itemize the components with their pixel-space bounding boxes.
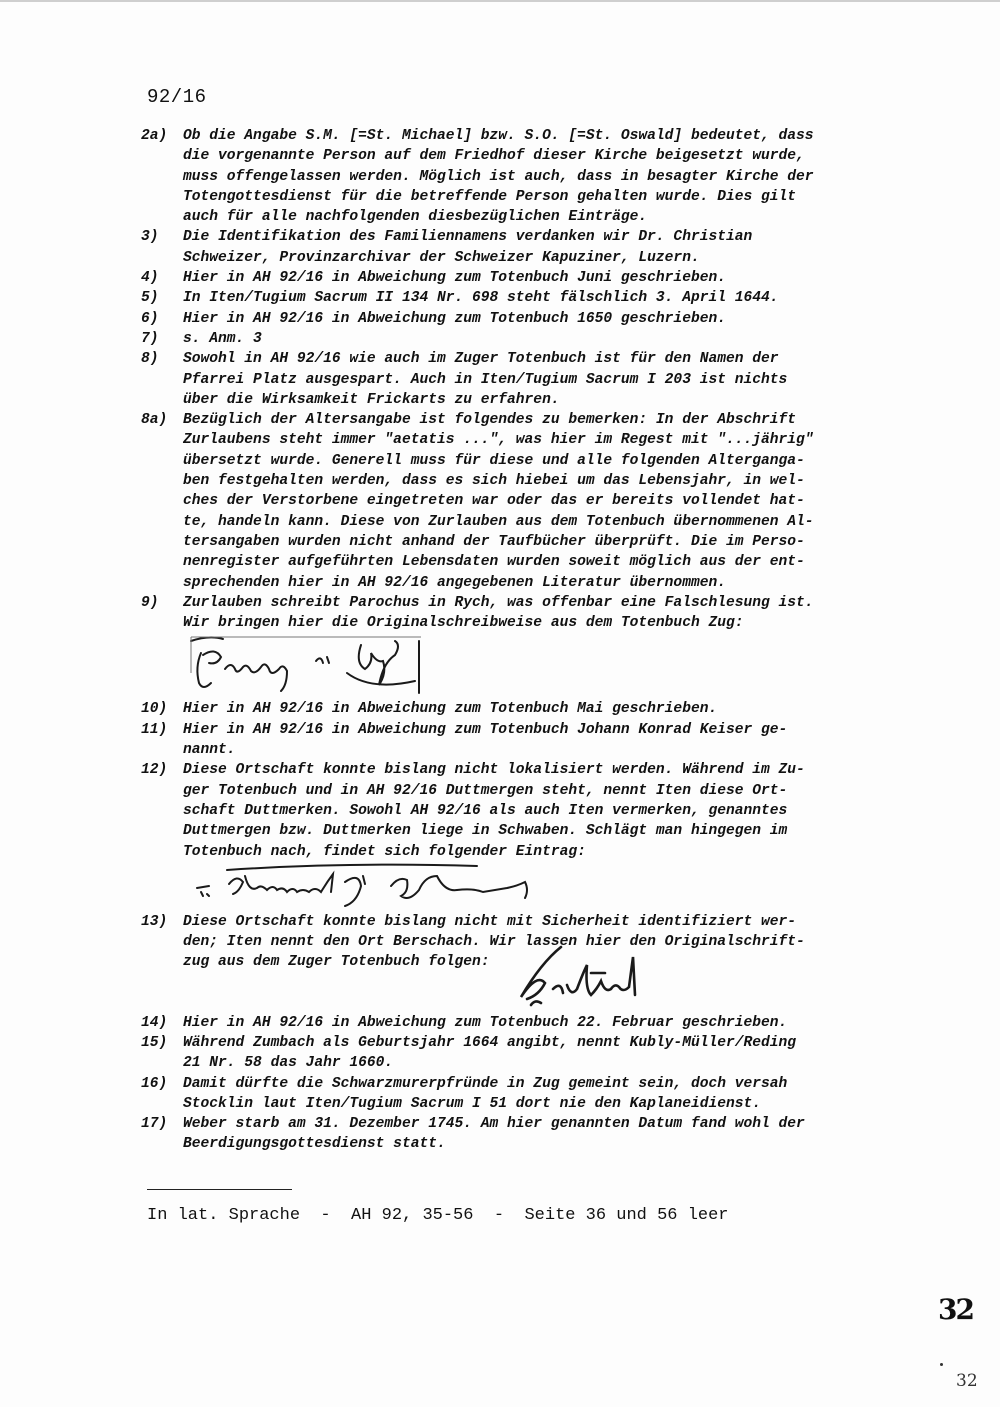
footnote: [141, 1114, 921, 1155]
footnote-line: zug aus dem Zuger Totenbuch folgen:: [183, 954, 490, 971]
footnote-line: sprechenden hier in AH 92/16 angegebenen Literatur übernommen.: [183, 574, 726, 591]
footnote: [141, 1033, 921, 1074]
footnote-number: 8): [141, 351, 159, 368]
footnote-line: schaft Duttmerken. Sowohl AH 92/16 als auch Iten vermerken, genanntes: [183, 802, 788, 819]
footnote-text: [183, 1033, 921, 1074]
footnote-number: 3): [141, 229, 159, 246]
footnote-line: über die Wirksamkeit Frickarts zu erfahren.: [183, 391, 560, 408]
footnote-line: Weber starb am 31. Dezember 1745. Am hier genannten Datum fand wohl der: [183, 1116, 805, 1133]
footnote-line: ger Totenbuch und in AH 92/16 Duttmergen steht, nennt Iten diese Ort-: [183, 782, 788, 799]
footnote-number: 7): [141, 330, 159, 347]
footnote-line: Hier in AH 92/16 in Abweichung zum Totenbuch 1650 geschrieben.: [183, 310, 726, 327]
footnote-text: [183, 410, 921, 593]
handwritten-page-number: 32: [938, 1293, 973, 1326]
footnote-number: 5): [141, 290, 159, 307]
footnote-text: [183, 126, 921, 227]
footnote-line: Während Zumbach als Geburtsjahr 1664 angibt, nennt Kubly-Müller/Reding: [183, 1034, 797, 1051]
handwritten-sample-berschach: [501, 943, 921, 1013]
footnote-line: übersetzt wurde. Generell muss für diese und alle folgenden Alterganga-: [183, 452, 805, 469]
footnote: [141, 699, 921, 719]
footnote-line: Ob die Angabe S.M. [=St. Michael] bzw. S.O. [=St. Oswald] bedeutet, dass: [183, 128, 814, 144]
footnote-text: [183, 268, 921, 288]
footnote-line: Totenbuch nach, findet sich folgender Eintrag:: [183, 843, 586, 860]
footnote-line: Duttmergen bzw. Duttmerken liege in Schwaben. Schlägt man hingegen im: [183, 823, 788, 840]
footnote-text: [183, 720, 921, 761]
footnote-text: [183, 1074, 921, 1115]
footnote-line: Sowohl in AH 92/16 wie auch im Zuger Totenbuch ist für den Namen der: [183, 351, 779, 368]
top-edge-line: [0, 0, 1000, 2]
footnote: [141, 410, 921, 593]
footnote-line: Totengottesdienst für die betreffende Person gehalten wurde. Dies gilt: [183, 188, 797, 205]
footnote-line: Damit dürfte die Schwarzmurerpfründe in Zug gemeint sein, doch versah: [183, 1075, 788, 1092]
footnote-line: Wir bringen hier die Originalschreibweise aus dem Totenbuch Zug:: [183, 615, 744, 632]
ink-dot: [940, 1363, 943, 1366]
footnote: [141, 329, 921, 349]
footnote-text: [183, 760, 921, 861]
handwritten-page-number-small: 32: [956, 1371, 978, 1391]
footnote-number: 17): [141, 1116, 168, 1133]
footnote-text: [183, 593, 921, 634]
footer-divider: [147, 1189, 292, 1190]
footnote-text: [183, 227, 921, 268]
footnote-number: 12): [141, 762, 168, 779]
footnote: [141, 227, 921, 268]
footnote-text: [183, 309, 921, 329]
footnote-line: Hier in AH 92/16 in Abweichung zum Totenbuch Juni geschrieben.: [183, 270, 726, 287]
footnote: [141, 1013, 921, 1033]
footnote-number: 14): [141, 1014, 168, 1031]
footnote-line: Diese Ortschaft konnte bislang nicht mit Sicherheit identifiziert wer-: [183, 913, 797, 930]
footnote-line: Hier in AH 92/16 in Abweichung zum Totenbuch 22. Februar geschrieben.: [183, 1014, 788, 1031]
footnote-number: 10): [141, 701, 168, 718]
footnote-line: Schweizer, Provinzarchivar der Schweizer Kapuziner, Luzern.: [183, 249, 700, 266]
footnote-line: Bezüglich der Altersangabe ist folgendes zu bemerken: In der Abschrift: [183, 412, 797, 429]
footnote: [141, 1074, 921, 1115]
footnote-line: Diese Ortschaft konnte bislang nicht lokalisiert werden. Während im Zu-: [183, 762, 805, 779]
footnote-number: 13): [141, 913, 168, 930]
footnote: [141, 593, 921, 634]
footnote-text: [183, 329, 921, 349]
footnote-line: Pfarrei Platz ausgespart. Auch in Iten/Tugium Sacrum I 203 ist nichts: [183, 371, 788, 388]
footnote-text: [183, 349, 921, 410]
footnote-line: Beerdigungsgottesdienst statt.: [183, 1136, 446, 1153]
footnote-line: muss offengelassen werden. Möglich ist auch, dass in besagter Kirche der: [183, 168, 814, 185]
footnote: [141, 126, 921, 227]
footnote: [141, 349, 921, 410]
footnote-line: 21 Nr. 58 das Jahr 1660.: [183, 1055, 394, 1072]
footnote-line: Die Identifikation des Familiennamens verdanken wir Dr. Christian: [183, 229, 753, 246]
footnote-line: die vorgenannte Person auf dem Friedhof dieser Kirche beigesetzt wurde,: [183, 148, 805, 165]
footnote-line: In Iten/Tugium Sacrum II 134 Nr. 698 steht fälschlich 3. April 1644.: [183, 290, 779, 307]
footnote-number: 15): [141, 1034, 168, 1051]
footnote-line: nenregister aufgeführten Lebensdaten wurden soweit möglich aus der ent-: [183, 554, 805, 571]
footnote-number: 9): [141, 594, 159, 611]
footnote-text: [183, 1114, 921, 1155]
footnote-line: Stocklin laut Iten/Tugium Sacrum I 51 dort nie den Kaplaneidienst.: [183, 1095, 762, 1112]
footnote: [141, 288, 921, 308]
footnote-line: auch für alle nachfolgenden diesbezüglichen Einträge.: [183, 209, 648, 226]
footnote-line: s. Anm. 3: [183, 330, 262, 347]
footnote: [141, 720, 921, 761]
footnote-text: [183, 1013, 921, 1033]
footnote-line: Hier in AH 92/16 in Abweichung zum Totenbuch Johann Konrad Keiser ge-: [183, 721, 788, 738]
footnote-line: te, handeln kann. Diese von Zurlauben aus dem Totenbuch übernommenen Al-: [183, 513, 814, 530]
footnote-line: Zurlauben schreibt Parochus in Rych, was offenbar eine Falschlesung ist.: [183, 594, 814, 611]
footnotes-list: [141, 126, 921, 1155]
handwritten-sample-parochus: [151, 633, 921, 699]
footnote-number: 4): [141, 270, 159, 287]
footnote-line: Zurlaubens steht immer "aetatis ...", was hier im Regest mit "...jährig": [183, 432, 814, 449]
page-number: 92/16: [147, 86, 207, 108]
footnote-text: [183, 699, 921, 719]
footnote-line: den; Iten nennt den Ort Berschach. Wir lassen hier den Originalschrift-: [183, 934, 805, 951]
footnote-line: nannt.: [183, 742, 236, 759]
footnote-line: tersangaben wurden nicht anhand der Taufbücher überprüft. Die im Perso-: [183, 533, 805, 550]
footnote: [141, 760, 921, 861]
footer-note: In lat. Sprache - AH 92, 35-56 - Seite 36 und 56 leer: [147, 1206, 729, 1225]
footnote-line: ches der Verstorbene eingetreten war oder das er bereits vollendet hat-: [183, 493, 805, 510]
footnote-line: ben festgehalten werden, dass es sich hiebei um das Lebensjahr, in wel-: [183, 473, 805, 490]
footnote-number: 2a): [141, 128, 168, 144]
footnote: [141, 268, 921, 288]
footnote: [141, 309, 921, 329]
handwritten-sample-duttmergen: [147, 862, 921, 912]
footnote-number: 11): [141, 721, 168, 738]
footnote-number: 6): [141, 310, 159, 327]
footnote-text: [183, 288, 921, 308]
footnote-number: 16): [141, 1075, 168, 1092]
footnote-number: 8a): [141, 412, 168, 429]
footnote-line: Hier in AH 92/16 in Abweichung zum Totenbuch Mai geschrieben.: [183, 701, 718, 718]
